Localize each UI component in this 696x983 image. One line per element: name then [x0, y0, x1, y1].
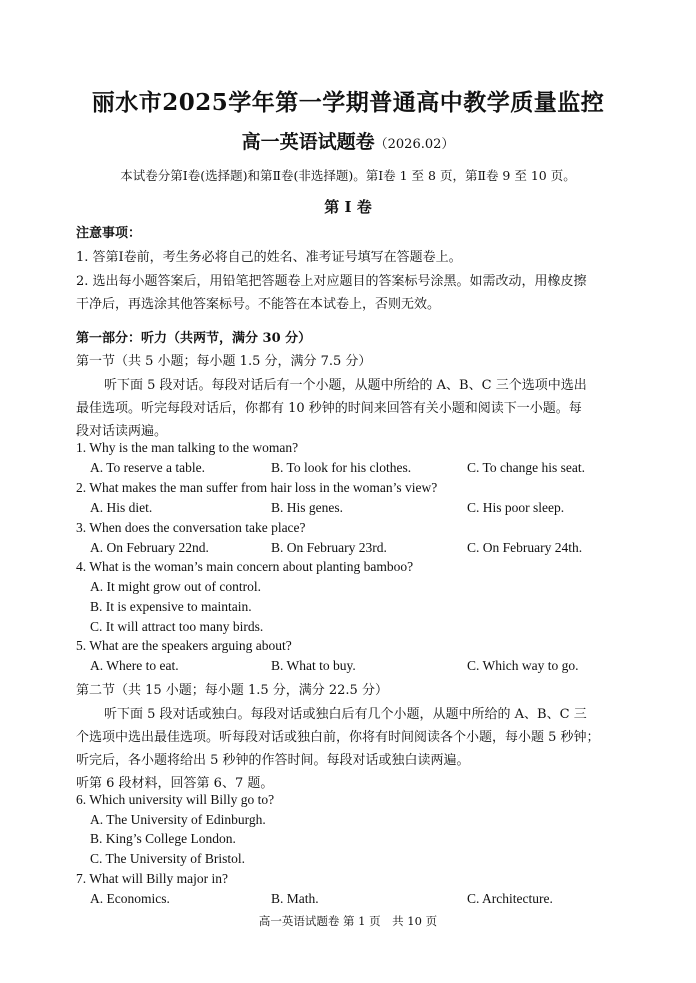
- section2-instruction-line-2: 个选项中选出最佳选项。听每段对话或独白前，你将有时间阅读各个小题，每小题 5 秒钟；: [76, 730, 600, 745]
- question-4: 4. What is the woman’s main concern about planting bamboo?: [76, 559, 414, 574]
- subtitle-text: 高一英语试题卷: [241, 131, 375, 153]
- q7-option-c: C. Architecture.: [467, 891, 553, 906]
- question-1: 1. Why is the man talking to the woman?: [76, 440, 299, 455]
- volume-heading: 第 I 卷: [324, 198, 372, 216]
- q1-option-c: C. To change his seat.: [467, 460, 586, 475]
- q6-option-b: B. King’s College London.: [90, 831, 236, 846]
- q7-option-b: B. Math.: [271, 891, 319, 906]
- q4-option-c: C. It will attract too many birds.: [90, 619, 264, 634]
- part1-heading: 第一部分：听力（共两节，满分 30 分）: [76, 331, 312, 346]
- section1-instruction-line-2: 最佳选项。听完每段对话后，你都有 10 秒钟的时间来回答有关小题和阅读下一小题。每: [76, 401, 582, 416]
- q2-option-c: C. His poor sleep.: [467, 500, 565, 515]
- question-6: 6. Which university will Billy go to?: [76, 792, 275, 807]
- exam-subtitle: [0, 127, 696, 154]
- exam-intro: 本试卷分第Ⅰ卷(选择题)和第Ⅱ卷(非选择题)。第Ⅰ卷 1 至 8 页，第Ⅱ卷 9 至 10 页。: [120, 168, 576, 183]
- notes-item-1: 1. 答第Ⅰ卷前，考生务必将自己的姓名、准考证号填写在答题卷上。: [76, 250, 462, 265]
- q5-option-b: B. What to buy.: [271, 658, 356, 673]
- notes-heading: 注意事项：: [76, 226, 142, 241]
- section1-instruction-line-1: 听下面 5 段对话。每段对话后有一个小题，从题中所给的 A、B、C 三个选项中选出: [104, 378, 587, 393]
- q3-option-a: A. On February 22nd.: [90, 540, 209, 555]
- question-5: 5. What are the speakers arguing about?: [76, 638, 292, 653]
- exam-date: （2026.02）: [374, 137, 455, 152]
- q2-option-a: A. His diet.: [90, 500, 153, 515]
- exam-title: 丽水市2025学年第一学期普通高中教学质量监控: [91, 89, 605, 116]
- section1-instruction-line-3: 段对话读两遍。: [76, 424, 168, 439]
- q1-option-a: A. To reserve a table.: [90, 460, 206, 475]
- q2-option-b: B. His genes.: [271, 500, 343, 515]
- question-7: 7. What will Billy major in?: [76, 871, 228, 886]
- section2-heading: 第二节（共 15 小题；每小题 1.5 分，满分 22.5 分）: [76, 683, 388, 698]
- q5-option-c: C. Which way to go.: [467, 658, 579, 673]
- material-6-instruction: 听第 6 段材料，回答第 6、7 题。: [76, 776, 274, 791]
- q6-option-a: A. The University of Edinburgh.: [90, 812, 266, 827]
- notes-item-2-line-2: 干净后，再选涂其他答案标号。不能答在本试卷上，否则无效。: [76, 297, 441, 312]
- q6-option-c: C. The University of Bristol.: [90, 851, 245, 866]
- question-2: 2. What makes the man suffer from hair loss in the woman’s view?: [76, 480, 438, 495]
- page-footer: 高一英语试题卷 第 1 页 共 10 页: [258, 914, 438, 928]
- q1-option-b: B. To look for his clothes.: [271, 460, 412, 475]
- question-3: 3. When does the conversation take place?: [76, 520, 306, 535]
- q7-option-a: A. Economics.: [90, 891, 170, 906]
- section2-instruction-line-3: 听完后，各小题将给出 5 秒钟的作答时间。每段对话或独白读两遍。: [76, 753, 470, 768]
- q3-option-c: C. On February 24th.: [467, 540, 583, 555]
- section2-instruction-line-1: 听下面 5 段对话或独白。每段对话或独白后有几个小题，从题中所给的 A、B、C 三: [104, 707, 587, 722]
- q5-option-a: A. Where to eat.: [90, 658, 179, 673]
- section1-heading: 第一节（共 5 小题；每小题 1.5 分，满分 7.5 分）: [76, 354, 372, 369]
- q4-option-b: B. It is expensive to maintain.: [90, 599, 252, 614]
- notes-item-2-line-1: 2. 选出每小题答案后，用铅笔把答题卷上对应题目的答案标号涂黑。如需改动，用橡皮擦: [76, 274, 587, 289]
- q3-option-b: B. On February 23rd.: [271, 540, 387, 555]
- q4-option-a: A. It might grow out of control.: [90, 579, 261, 594]
